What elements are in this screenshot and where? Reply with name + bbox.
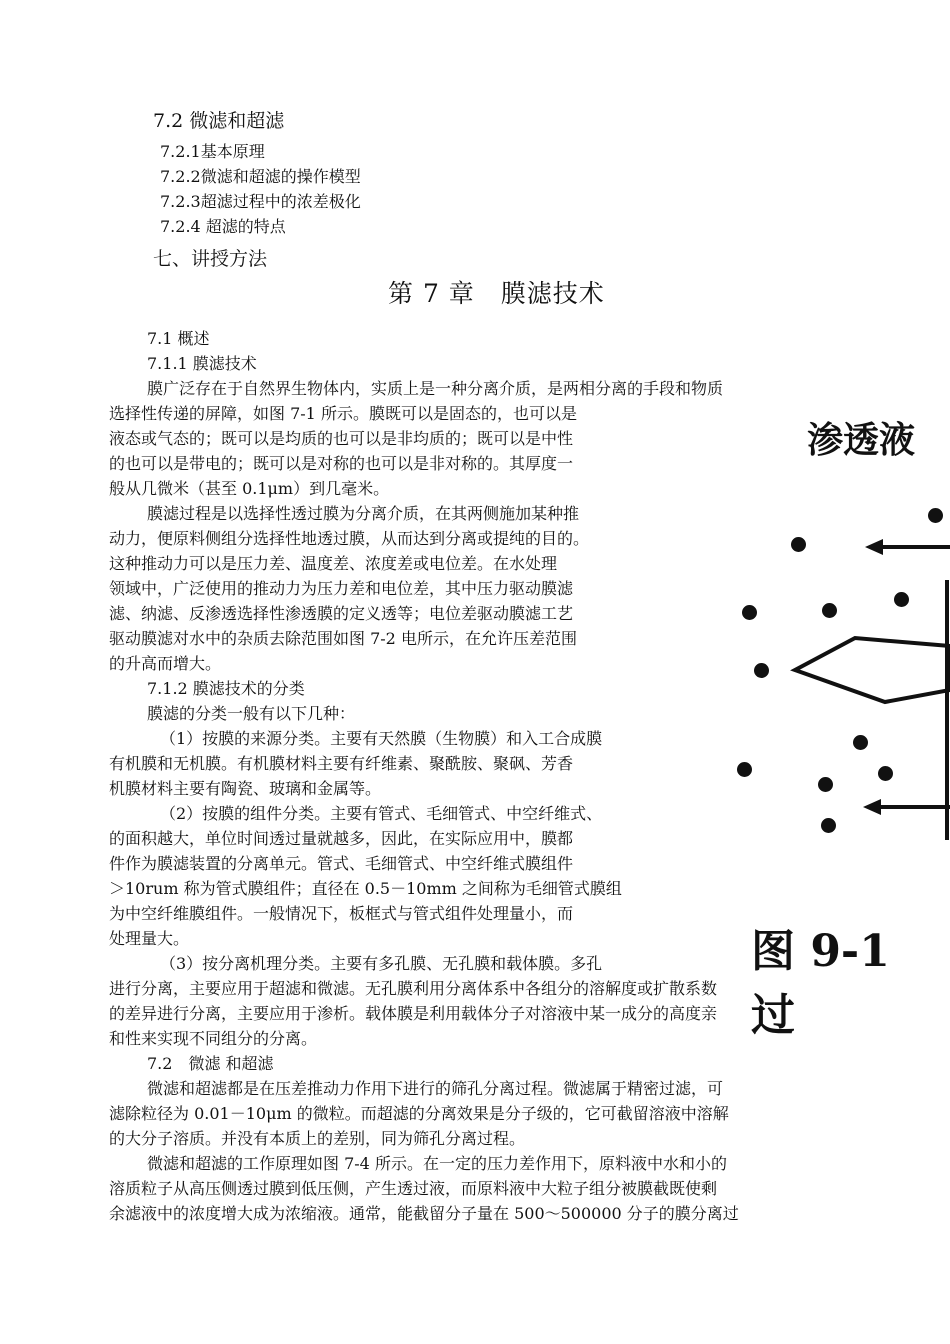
membrane-figure (735, 400, 950, 1041)
text-line: （1）按膜的来源分类。主要有天然膜（生物膜）和入工合成膜 (160, 729, 603, 748)
toc-item: 7.2.1基本原理 (160, 142, 265, 161)
text-line: 机膜材料主要有陶瓷、玻璃和金属等。 (109, 779, 382, 798)
text-line: 驱动膜滤对水中的杂质去除范围如图 7-2 电所示，在允许压差范围 (109, 629, 577, 648)
toc-item: 7.2.4 超滤的特点 (160, 217, 286, 236)
text-line: 有机膜和无机膜。有机膜材料主要有纤维素、聚酰胺、聚砜、芳香 (109, 754, 574, 773)
text-line: 动力，便原料侧组分选择性地透过膜，从而达到分离或提纯的目的。 (109, 529, 590, 548)
chapter-title: 第 7 章 膜滤技术 (388, 279, 605, 308)
text-line: 的升高而增大。 (109, 654, 222, 673)
text-line: 溶质粒子从高压侧透过膜到低压侧，产生透过液，而原料液中大粒子组分被膜截既使剩 (109, 1179, 718, 1198)
text-line: 这种推动力可以是压力差、温度差、浓度差或电位差。在水处理 (109, 554, 558, 573)
particle-dot (791, 537, 806, 552)
particle-dot (821, 818, 836, 833)
particle-dot (878, 766, 893, 781)
text-line: 的面积越大，单位时间透过量就越多，因此，在实际应用中，膜都 (109, 829, 574, 848)
text-line: 膜滤过程是以选择性透过膜为分离介质，在其两侧施加某种推 (147, 504, 580, 523)
particle-dot (742, 605, 757, 620)
toc-method: 七、讲授方法 (153, 248, 268, 270)
text-line: 处理量大。 (109, 929, 190, 948)
text-line: 为中空纤维膜组件。一般情况下，板框式与管式组件处理量小，而 (109, 904, 574, 923)
text-line: 滤、纳滤、反渗透选择性渗透膜的定义透等；电位差驱动膜滤工艺 (109, 604, 574, 623)
text-line: 液态或气态的；既可以是均质的也可以是非均质的；既可以是中性 (109, 429, 574, 448)
text-line: 膜广泛存在于自然界生物体内，实质上是一种分离介质，是两相分离的手段和物质 (147, 379, 724, 398)
particle-dot (928, 508, 943, 523)
text-line: 选择性传递的屏障，如图 7-1 所示。膜既可以是固态的，也可以是 (109, 404, 577, 423)
text-line: ＞10rum 称为管式膜组件；直径在 0.5－10mm 之间称为毛细管式膜组 (109, 879, 622, 898)
text-line: 微滤和超滤都是在压差推动力作用下进行的筛孔分离过程。微滤属于精密过滤，可 (147, 1079, 724, 1098)
text-line: 滤除粒径为 0.01－10μm 的微粒。而超滤的分离效果是分子级的，它可截留溶液中溶解 (109, 1104, 729, 1123)
particle-dot (853, 735, 868, 750)
text-line: 领域中，广泛使用的推动力为压力差和电位差，其中压力驱动膜滤 (109, 579, 574, 598)
text-line: 和性来实现不同组分的分离。 (109, 1029, 318, 1048)
particle-dot (894, 592, 909, 607)
toc-item: 7.2.3超滤过程中的浓差极化 (160, 192, 361, 211)
text-line: 进行分离，主要应用于超滤和微滤。无孔膜利用分离体系中各组分的溶解度或扩散系数 (109, 979, 718, 998)
section-heading: 7.2 微滤 和超滤 (147, 1054, 274, 1073)
subsection-heading: 7.1.2 膜滤技术的分类 (147, 679, 305, 698)
particle-dot (818, 777, 833, 792)
subsection-heading: 7.1.1 膜滤技术 (147, 354, 257, 373)
text-line: 件作为膜滤装置的分离单元。管式、毛细管式、中空纤维式膜组件 (109, 854, 574, 873)
text-line: 的大分子溶质。并没有本质上的差别，同为筛孔分离过程。 (109, 1129, 526, 1148)
text-line: 膜滤的分类一般有以下几种： (147, 704, 356, 723)
text-line: 般从几微米（甚至 0.1μm）到几毫米。 (109, 479, 390, 498)
figure-top-label: 渗透液 (807, 420, 916, 461)
text-line: 的也可以是带电的；既可以是对称的也可以是非对称的。其厚度一 (109, 454, 574, 473)
particle-dot (822, 603, 837, 618)
text-line: 的差异进行分离，主要应用于渗析。载体膜是利用载体分子对溶液中某一成分的高度亲 (109, 1004, 718, 1023)
toc-section: 7.2 微滤和超滤 (153, 110, 285, 132)
text-line: 余滤液中的浓度增大成为浓缩液。通常，能截留分子量在 500～500000 分子的膜分离过 (109, 1204, 739, 1223)
particle-dot (754, 663, 769, 678)
section-heading: 7.1 概述 (147, 329, 210, 348)
toc-item: 7.2.2微滤和超滤的操作模型 (160, 167, 361, 186)
particle-dot (737, 762, 752, 777)
membrane-diagram (735, 400, 950, 990)
figure-caption: 图 9-1 过 (751, 926, 934, 1041)
text-line: 微滤和超滤的工作原理如图 7-4 所示。在一定的压力差作用下，原料液中水和小的 (147, 1154, 727, 1173)
text-line: （3）按分离机理分类。主要有多孔膜、无孔膜和载体膜。多孔 (160, 954, 603, 973)
text-line: （2）按膜的组件分类。主要有管式、毛细管式、中空纤维式、 (160, 804, 603, 823)
